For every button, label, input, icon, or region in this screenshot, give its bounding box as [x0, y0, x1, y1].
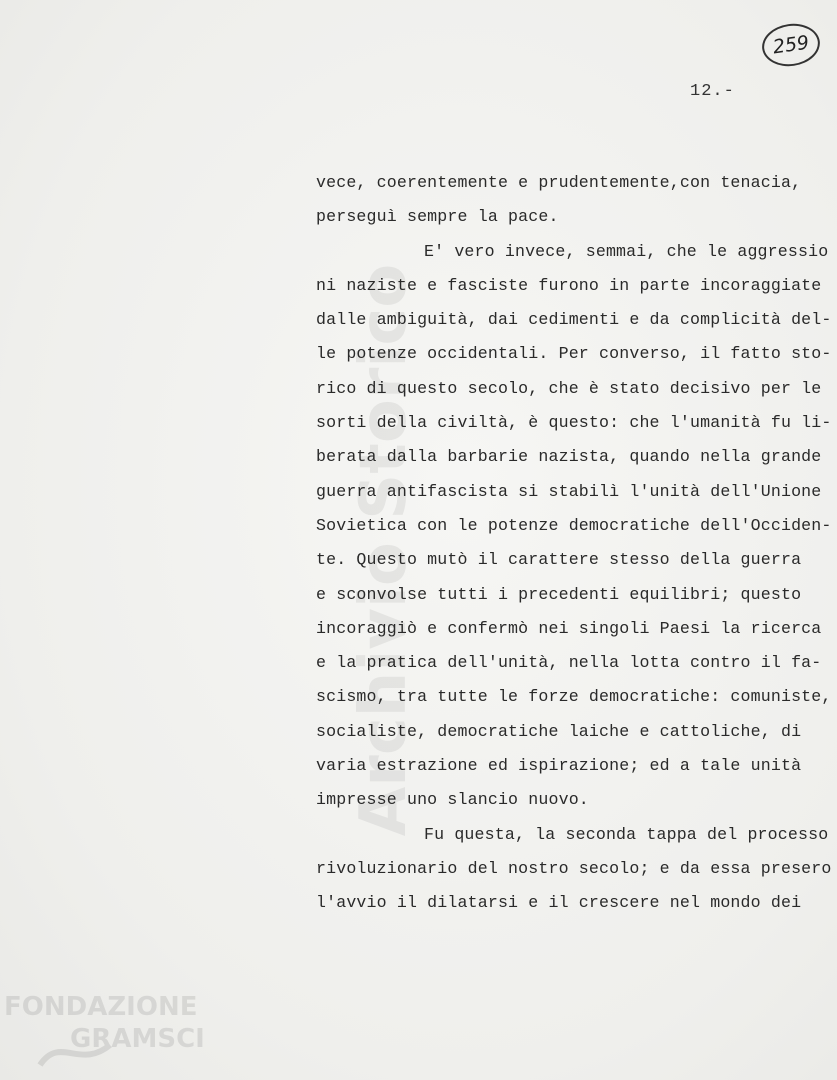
text-line: l'avvio il dilatarsi e il crescere nel mondo dei: [316, 893, 802, 913]
text-line: e sconvolse tutti i precedenti equilibri; questo: [316, 584, 802, 604]
text-line: socialiste, democratiche laiche e cattoliche, di: [316, 721, 802, 741]
text-line: Sovietica con le potenze democratiche dell'Occiden-: [316, 515, 832, 535]
text-line: e la pratica dell'unità, nella lotta contro il fa-: [316, 653, 822, 673]
text-line: rico di questo secolo, che è stato decisivo per le: [316, 378, 822, 398]
watermark-vertical-text: Archivio Storico: [347, 263, 421, 837]
text-line: perseguì sempre la pace.: [316, 207, 559, 227]
page-number: 12.-: [690, 82, 735, 101]
text-line: incoraggiò e confermò nei singoli Paesi la ricerca: [316, 618, 822, 638]
text-line: te. Questo mutò il carattere stesso della guerra: [316, 550, 802, 570]
logo-line-2: GRAMSCI: [70, 1024, 205, 1054]
text-line: E' vero invece, semmai, che le aggressio: [424, 241, 829, 261]
text-line: rivoluzionario del nostro secolo; e da essa presero: [316, 858, 832, 878]
text-line: scismo, tra tutte le forze democratiche: comuniste,: [316, 687, 832, 707]
text-line: sorti della civiltà, è questo: che l'umanità fu li-: [316, 413, 832, 433]
text-line: Fu questa, la seconda tappa del processo: [424, 824, 829, 844]
fondazione-gramsci-logo: [0, 985, 210, 1080]
logo-line-1: FONDAZIONE: [4, 992, 198, 1022]
text-line: le potenze occidentali. Per converso, il fatto sto-: [316, 344, 832, 364]
text-line: berata dalla barbarie nazista, quando nella grande: [316, 447, 822, 467]
archive-stamp-number: 259: [759, 20, 822, 70]
text-line: impresse uno slancio nuovo.: [316, 790, 589, 810]
text-line: vece, coerentemente e prudentemente,con tenacia,: [316, 173, 802, 192]
text-line: guerra antifascista si stabilì l'unità dell'Unione: [316, 481, 822, 501]
text-line: ni naziste e fasciste furono in parte incoraggiate: [316, 275, 822, 295]
typewritten-body: [316, 166, 831, 921]
text-line: varia estrazione ed ispirazione; ed a tale unità: [316, 756, 802, 776]
logo-swoosh-icon: [40, 1045, 110, 1065]
text-line: dalle ambiguità, dai cedimenti e da complicità del-: [316, 310, 832, 330]
